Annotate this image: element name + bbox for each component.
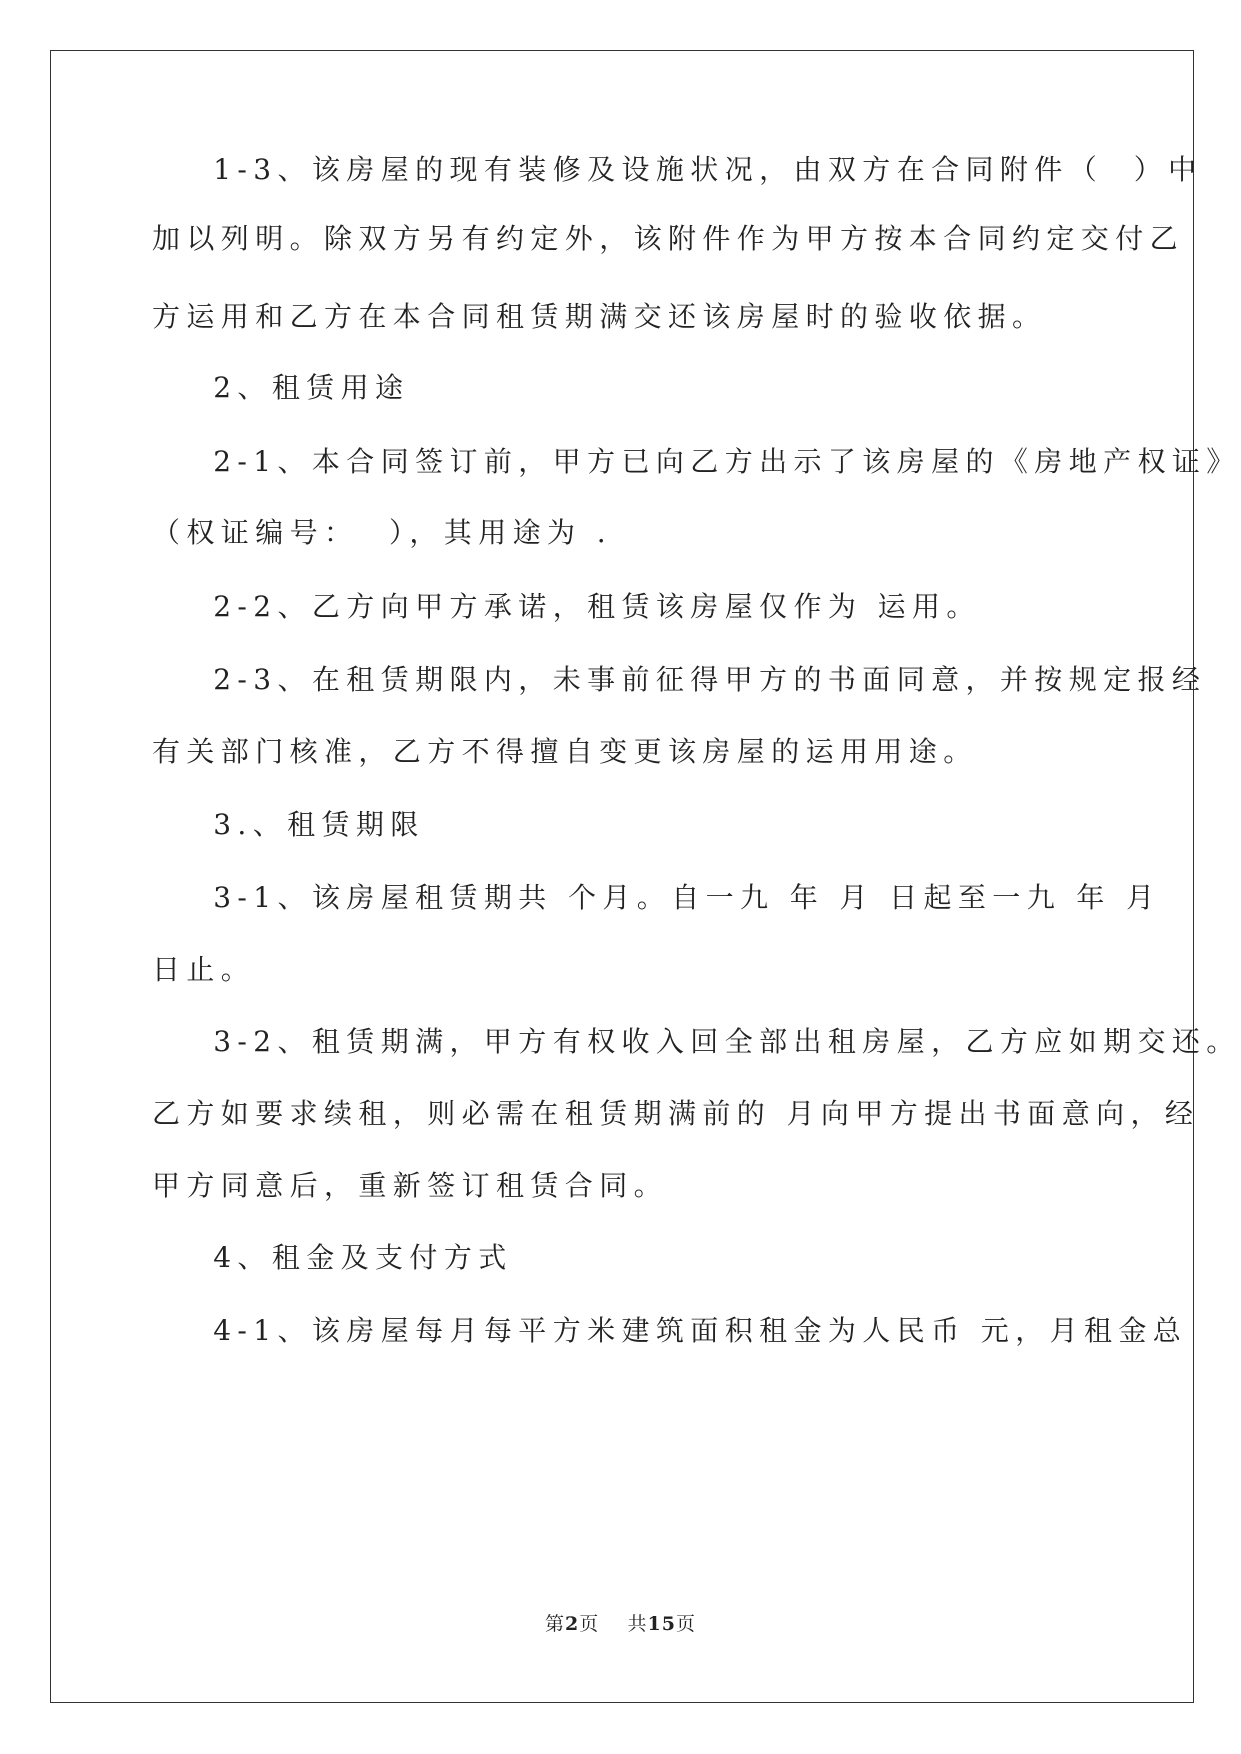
section-heading: 3.、租赁期限 (152, 808, 425, 841)
text-line: 方运用和乙方在本合同租赁期满交还该房屋时的验收依据。 (152, 300, 1047, 333)
page-number: 2 (565, 1613, 580, 1635)
text-line: 甲方同意后，重新签订租赁合同。 (152, 1169, 669, 1202)
text-line: （权证编号： ），其用途为 . (152, 516, 613, 549)
text-line: 有关部门核准，乙方不得擅自变更该房屋的运用用途。 (152, 735, 978, 768)
text-line: 2-1、本合同签订前，甲方已向乙方出示了该房屋的《房地产权证》 (152, 445, 1241, 478)
total-suffix: 页 (675, 1613, 696, 1635)
text-line: 加以列明。除双方另有约定外，该附件作为甲方按本合同约定交付乙 (152, 222, 1185, 255)
page-prefix: 第 (545, 1613, 566, 1635)
section-heading: 2、租赁用途 (152, 371, 410, 404)
text-line: 1-3、该房屋的现有装修及设施状况，由双方在合同附件（ ）中 (152, 153, 1203, 186)
section-heading: 4、租金及支付方式 (152, 1241, 513, 1274)
total-prefix: 共 (627, 1613, 648, 1635)
text-line: 日止。 (152, 953, 256, 986)
text-line: 乙方如要求续租，则必需在租赁期满前的 月向甲方提出书面意向，经 (152, 1097, 1200, 1130)
text-line: 4-1、该房屋每月每平方米建筑面积租金为人民币 元，月租金总 (152, 1314, 1188, 1347)
total-pages: 15 (647, 1613, 676, 1635)
text-line: 3-1、该房屋租赁期共 个月。自一九 年 月 日起至一九 年 月 (152, 881, 1161, 914)
page-suffix: 页 (579, 1613, 600, 1635)
text-line: 2-2、乙方向甲方承诺，租赁该房屋仅作为 运用。 (152, 590, 981, 623)
page-footer (0, 1612, 1241, 1636)
text-line: 2-3、在租赁期限内，未事前征得甲方的书面同意，并按规定报经 (152, 663, 1207, 696)
text-line: 3-2、租赁期满，甲方有权收入回全部出租房屋，乙方应如期交还。 (152, 1025, 1241, 1058)
